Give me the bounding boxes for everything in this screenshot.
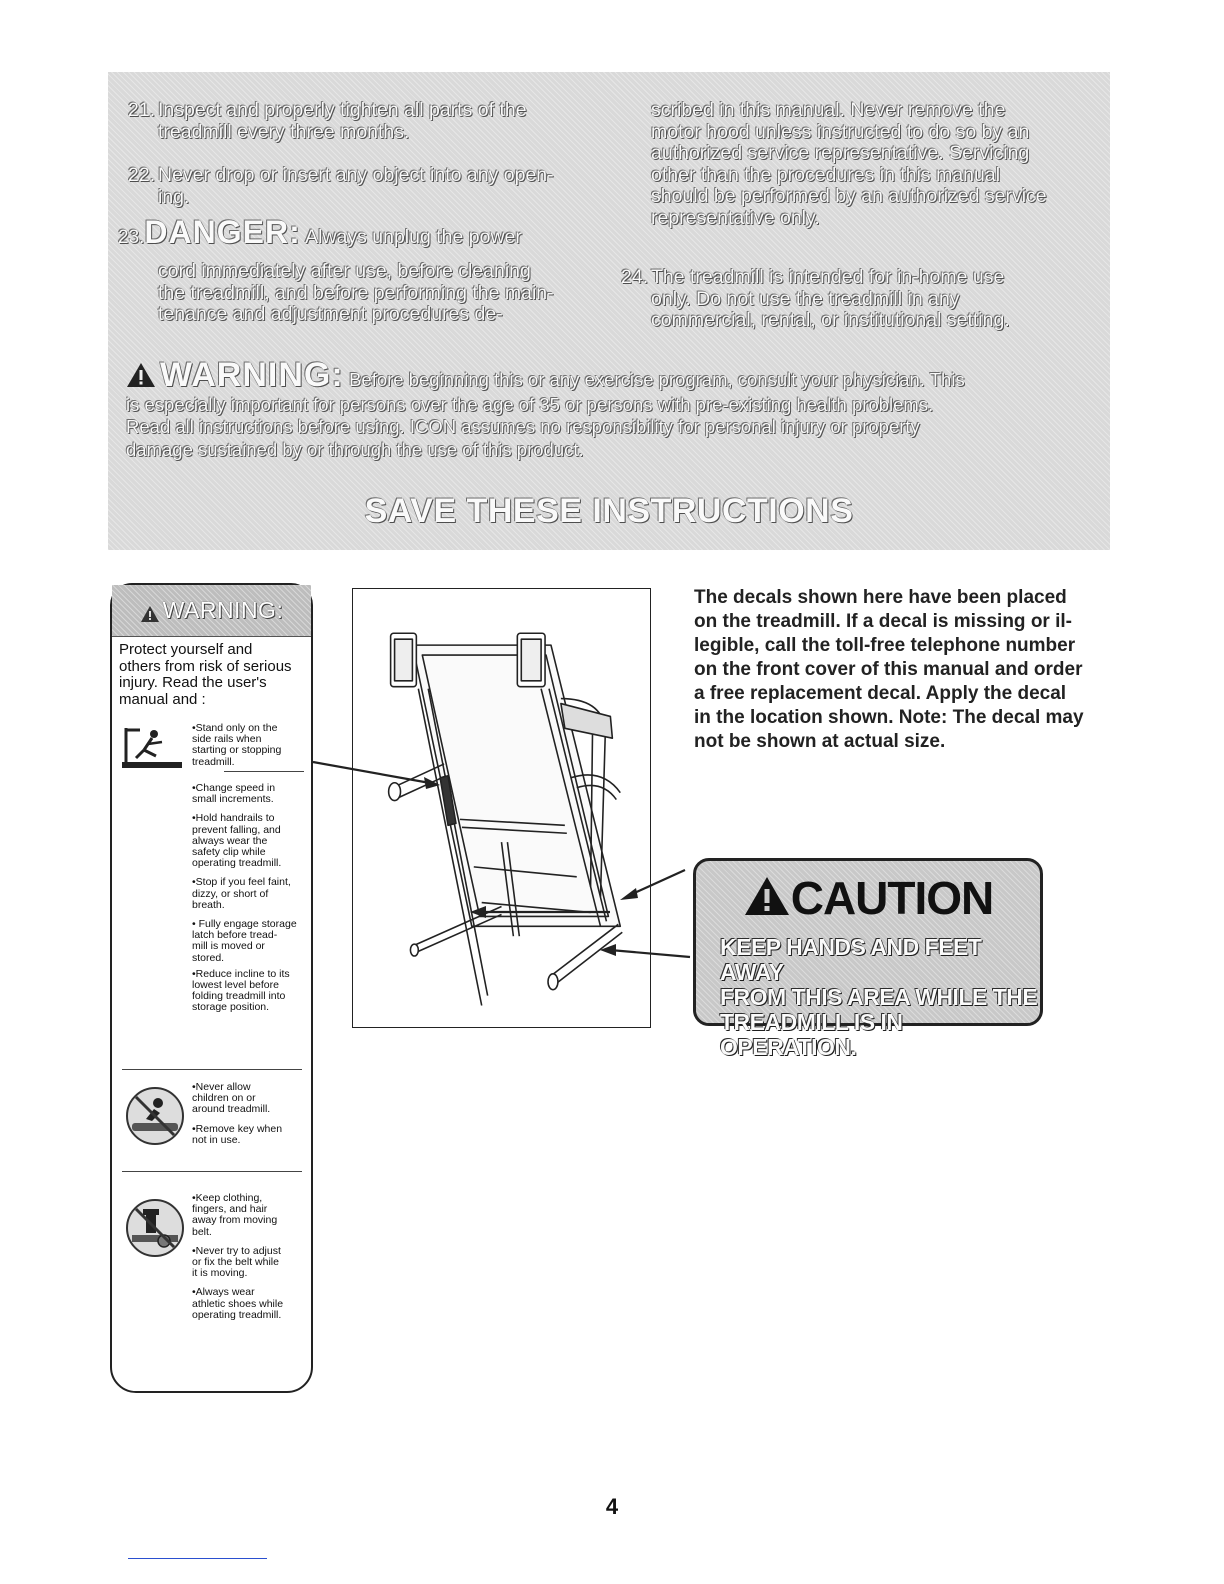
item-number: 23.	[118, 227, 145, 248]
text-line: should be performed by an authorized service	[651, 185, 1047, 207]
text-line: commercial, rental, or institutional setting.	[651, 309, 1010, 331]
text-line: other than the procedures in this manual	[651, 163, 1001, 186]
decal-description	[694, 586, 1104, 754]
caution-decal	[693, 858, 1043, 1060]
item-number: 24.	[621, 266, 649, 288]
list-item: •Never try to adjust or fix the belt while it is moving.	[192, 1244, 281, 1280]
danger-label: DANGER:	[144, 214, 301, 250]
text-line: KEEP HANDS AND FEET AWAY	[720, 934, 982, 985]
text-line: manual and :	[119, 690, 206, 708]
text-line: tenance and adjustment procedures de-	[158, 303, 503, 325]
warning-decal-title: WARNING:	[162, 597, 284, 623]
text-line: only. Do not use the treadmill in any	[651, 287, 960, 310]
text-line: legible, call the toll-free telephone number	[694, 635, 1076, 656]
item-number: 22.	[128, 164, 156, 186]
text-line: not be shown at actual size.	[694, 731, 946, 752]
caution-word: CAUTION	[790, 872, 994, 924]
text-line: FROM THIS AREA WHILE THE	[720, 984, 1038, 1010]
text-line: injury. Read the user's	[119, 674, 267, 691]
list-item: •Stop if you feel faint, dizzy, or short of breath.	[192, 876, 291, 911]
text-line: motor hood unless instructed to do so by an	[651, 120, 1030, 143]
text-line: scribed in this manual. Never remove the	[651, 99, 1006, 121]
text-line: authorized service representative. Servicing	[651, 142, 1030, 164]
text-line: The decals shown here have been placed	[694, 587, 1067, 608]
list-item: • Fully engage storage latch before tread- mill is moved or stored.	[192, 918, 297, 964]
list-item: •Reduce incline to its lowest level before folding treadmill into storage position.	[192, 967, 290, 1014]
text-line: Protect yourself and	[119, 641, 253, 658]
text-line: cord immediately after use, before cleaning	[158, 260, 531, 282]
list-item: •Always wear athletic shoes while operating treadmill.	[192, 1286, 284, 1321]
text-line: the treadmill, and before performing the main-	[158, 281, 554, 304]
caution-title	[696, 871, 1040, 925]
text-line: Never drop or insert any object into any open-	[158, 164, 554, 186]
text-line: Read all instructions before using. ICON assumes no responsibility for personal injury or property	[126, 416, 920, 437]
text-line: Inspect and properly tighten all parts of the	[158, 99, 527, 121]
list-item: •Keep clothing, fingers, and hair away from moving belt.	[192, 1192, 278, 1238]
item-number: 21.	[128, 99, 156, 121]
text-line: Always unplug the power	[305, 226, 522, 248]
list-item: •Never allow children on or around treadmill.	[192, 1081, 271, 1116]
caution-body	[720, 935, 1040, 1060]
text-line: TREADMILL IS IN OPERATION.	[720, 1009, 903, 1060]
warning-label: WARNING:	[160, 356, 344, 394]
caution-triangle-icon	[743, 874, 791, 916]
text-line: a free replacement decal. Apply the decal	[694, 683, 1067, 704]
list-item: •Hold handrails to prevent falling, and always wear the safety clip while operating treadmill.	[192, 812, 282, 870]
list-item: •Change speed in small increments.	[192, 782, 276, 806]
text-line: representative only.	[651, 206, 820, 229]
text-line: is especially important for persons over the age of 35 or persons with pre-existing health problems.	[126, 393, 934, 415]
text-line: The treadmill is intended for in-home use	[651, 266, 1005, 288]
list-item: •Remove key when not in use.	[192, 1122, 283, 1146]
text-line: in the location shown. Note: The decal may	[694, 707, 1084, 728]
text-line: treadmill every three months.	[158, 120, 410, 143]
footer-rule	[128, 1558, 267, 1559]
text-line: Before beginning this or any exercise program, consult your physician. This	[349, 369, 965, 390]
save-instructions-title: SAVE THESE INSTRUCTIONS	[364, 492, 854, 530]
page-number: 4	[605, 1494, 619, 1519]
text-line: damage sustained by or through the use of this product.	[126, 438, 584, 460]
text-line: others from risk of serious	[119, 657, 292, 675]
text-line: ing.	[158, 185, 190, 208]
list-item: •Stand only on the side rails when starting or stopping treadmill.	[192, 722, 282, 768]
text-line: on the treadmill. If a decal is missing or il-	[694, 611, 1072, 632]
text-line: on the front cover of this manual and order	[694, 659, 1083, 680]
